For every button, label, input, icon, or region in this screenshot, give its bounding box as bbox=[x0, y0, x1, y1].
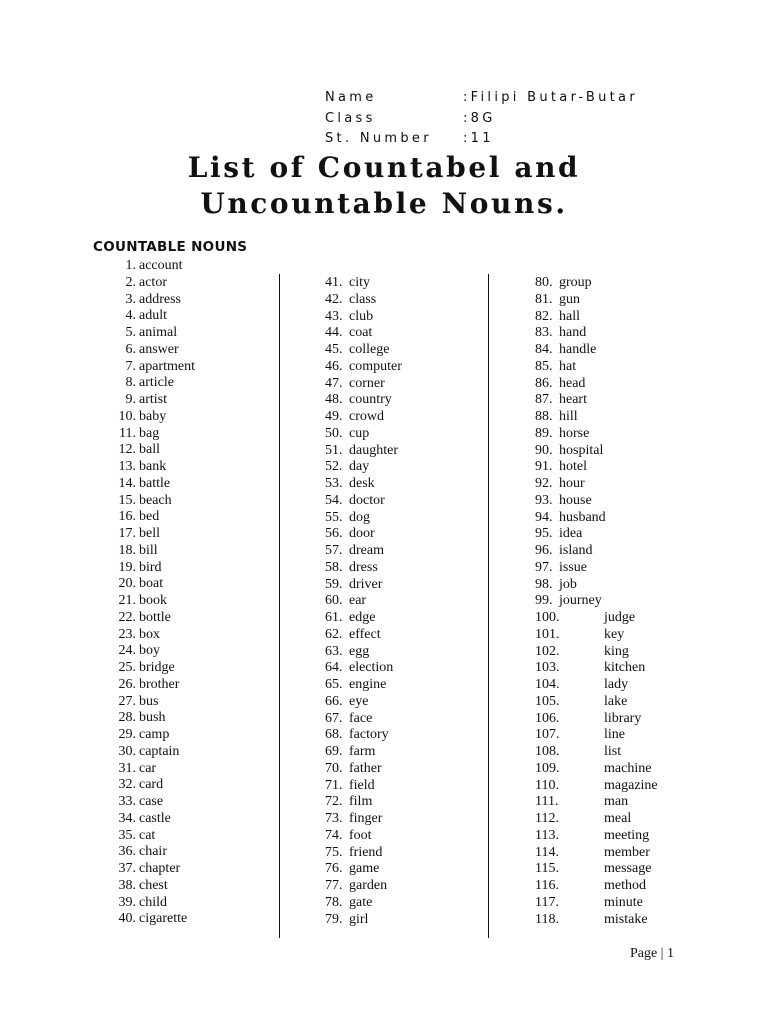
list-item-word: kitchen bbox=[604, 660, 646, 676]
list-item-word: mistake bbox=[604, 911, 648, 927]
list-item-number: 48. bbox=[325, 392, 343, 408]
list-item-word: eye bbox=[349, 693, 369, 709]
list-item-number: 35. bbox=[118, 827, 136, 843]
list-item-number: 22. bbox=[118, 609, 136, 625]
list-item-number: 91. bbox=[535, 459, 553, 475]
list-item-number: 57. bbox=[325, 543, 343, 558]
student-number-label: St. Number bbox=[325, 131, 432, 146]
list-item-word: idea bbox=[559, 526, 583, 542]
list-item-word: cigarette bbox=[139, 911, 188, 927]
list-item-word: game bbox=[349, 861, 380, 877]
list-item-word: bush bbox=[139, 710, 166, 726]
list-item-word: club bbox=[349, 308, 374, 324]
list-item-number: 95. bbox=[535, 526, 553, 542]
list-item-word: bill bbox=[139, 542, 158, 558]
list-item-word: friend bbox=[349, 844, 383, 860]
list-item-word: crowd bbox=[349, 409, 384, 424]
class-value: :8G bbox=[463, 110, 496, 126]
list-item-number: 65. bbox=[325, 677, 343, 692]
list-item-number: 62. bbox=[325, 626, 343, 642]
list-item-number: 24. bbox=[118, 643, 136, 659]
list-item-word: corner bbox=[349, 375, 385, 391]
list-item-number: 17. bbox=[118, 526, 136, 541]
list-item-number: 97. bbox=[535, 559, 553, 575]
list-item-word: city bbox=[349, 275, 370, 290]
list-item-number: 78. bbox=[325, 894, 343, 910]
list-item-word: actor bbox=[139, 274, 167, 290]
list-item-number: 6. bbox=[125, 341, 136, 357]
list-item-word: box bbox=[139, 626, 160, 642]
list-item-number: 16. bbox=[118, 509, 136, 525]
list-item-word: gate bbox=[349, 894, 373, 910]
list-item-number: 40. bbox=[118, 911, 136, 927]
list-item-word: heart bbox=[559, 392, 587, 408]
list-item-word: animal bbox=[139, 325, 178, 340]
list-item-word: lake bbox=[604, 693, 628, 709]
list-item-number: 106. bbox=[535, 710, 560, 726]
list-item-number: 49. bbox=[325, 409, 343, 424]
list-item-number: 36. bbox=[118, 844, 136, 860]
list-item-word: doctor bbox=[349, 492, 385, 508]
list-item-word: case bbox=[139, 794, 164, 809]
list-item-word: library bbox=[604, 710, 642, 726]
list-item-number: 25. bbox=[118, 660, 136, 675]
list-item-word: line bbox=[604, 727, 625, 743]
list-item-word: meal bbox=[604, 811, 632, 826]
list-item-number: 5. bbox=[125, 325, 136, 340]
list-item-number: 98. bbox=[535, 576, 553, 592]
list-item-number: 23. bbox=[118, 626, 136, 642]
list-item-word: day bbox=[349, 459, 370, 475]
class-label: Class bbox=[325, 110, 376, 126]
column-divider bbox=[279, 274, 280, 938]
list-item-word: camp bbox=[139, 727, 170, 742]
list-item-number: 38. bbox=[118, 877, 136, 893]
list-item-word: hand bbox=[559, 325, 587, 341]
list-item-word: bridge bbox=[139, 660, 175, 675]
list-item-word: gun bbox=[559, 291, 580, 307]
list-item-number: 76. bbox=[325, 861, 343, 877]
list-item-number: 58. bbox=[325, 559, 343, 575]
list-item-number: 93. bbox=[535, 492, 553, 508]
list-item-word: door bbox=[349, 526, 375, 542]
list-item-word: bed bbox=[139, 509, 160, 525]
list-item-number: 45. bbox=[325, 342, 343, 357]
list-item-number: 85. bbox=[535, 358, 553, 374]
list-item-word: boat bbox=[139, 576, 164, 592]
name-value: :Filipi Butar-Butar bbox=[463, 90, 638, 105]
list-item-number: 90. bbox=[535, 442, 553, 458]
list-item-word: hall bbox=[559, 308, 580, 324]
list-item-word: bus bbox=[139, 693, 159, 709]
list-item-number: 1. bbox=[125, 258, 136, 273]
list-item-word: bank bbox=[139, 459, 167, 474]
list-item-number: 69. bbox=[325, 744, 343, 759]
list-item-word: handle bbox=[559, 342, 597, 357]
list-item-word: address bbox=[139, 291, 181, 307]
list-item-number: 81. bbox=[535, 291, 553, 307]
list-item-number: 4. bbox=[125, 308, 136, 324]
list-item-word: cat bbox=[139, 827, 156, 843]
list-item-number: 111. bbox=[535, 794, 559, 810]
list-item-word: group bbox=[559, 275, 592, 290]
list-item-word: message bbox=[604, 861, 652, 877]
list-item-number: 39. bbox=[118, 894, 136, 910]
list-item-number: 26. bbox=[118, 676, 136, 692]
list-item-number: 20. bbox=[118, 576, 136, 592]
list-item-word: coat bbox=[349, 325, 373, 341]
list-item-word: brother bbox=[139, 676, 180, 692]
list-item-number: 80. bbox=[535, 275, 553, 290]
list-item-word: face bbox=[349, 710, 373, 726]
list-item-number: 101. bbox=[535, 626, 560, 642]
section-heading: COUNTABLE NOUNS bbox=[93, 239, 248, 255]
list-item-number: 43. bbox=[325, 308, 343, 324]
list-item-number: 110. bbox=[535, 777, 559, 793]
page-number: Page | 1 bbox=[629, 946, 674, 961]
list-item-word: finger bbox=[349, 811, 383, 826]
list-item-number: 3. bbox=[125, 291, 136, 307]
list-item-number: 64. bbox=[325, 660, 343, 676]
list-item-number: 28. bbox=[118, 710, 136, 726]
list-item-word: dog bbox=[349, 509, 370, 525]
list-item-word: job bbox=[559, 576, 577, 592]
list-item-word: dream bbox=[349, 543, 384, 558]
list-item-word: boy bbox=[139, 643, 160, 659]
list-item-number: 68. bbox=[325, 727, 343, 743]
list-item-word: account bbox=[139, 258, 183, 273]
list-item-number: 34. bbox=[118, 810, 136, 826]
list-item-number: 9. bbox=[125, 392, 136, 407]
list-item-number: 117. bbox=[535, 894, 559, 910]
list-item-word: effect bbox=[349, 626, 381, 642]
list-item-number: 72. bbox=[325, 794, 343, 810]
list-item-word: apartment bbox=[139, 358, 195, 374]
list-item-word: card bbox=[139, 777, 164, 793]
list-item-number: 103. bbox=[535, 660, 560, 676]
list-item-number: 108. bbox=[535, 744, 560, 759]
list-item-word: castle bbox=[139, 810, 171, 826]
list-item-number: 71. bbox=[325, 777, 343, 793]
list-item-number: 2. bbox=[125, 274, 136, 290]
list-item-word: captain bbox=[139, 743, 180, 759]
list-item-word: bag bbox=[139, 425, 160, 441]
list-item-word: chair bbox=[139, 844, 167, 860]
list-item-word: member bbox=[604, 844, 650, 860]
list-item-number: 100. bbox=[535, 610, 560, 625]
list-item-word: computer bbox=[349, 358, 402, 374]
list-item-word: husband bbox=[559, 509, 606, 525]
list-item-word: hat bbox=[559, 358, 577, 374]
list-item-number: 61. bbox=[325, 610, 343, 625]
title-line-1: List of Countabel and bbox=[187, 151, 581, 184]
list-item-word: ball bbox=[139, 442, 160, 458]
list-item-number: 86. bbox=[535, 375, 553, 391]
list-item-word: car bbox=[139, 760, 157, 776]
list-item-number: 67. bbox=[325, 710, 343, 726]
list-item-number: 11. bbox=[119, 425, 136, 441]
list-item-number: 109. bbox=[535, 760, 560, 776]
list-item-number: 18. bbox=[118, 542, 136, 558]
list-item-word: article bbox=[139, 375, 174, 391]
list-item-word: child bbox=[139, 894, 167, 910]
list-item-word: driver bbox=[349, 576, 383, 592]
list-item-number: 51. bbox=[325, 442, 343, 458]
list-item-number: 42. bbox=[325, 291, 343, 307]
list-item-number: 13. bbox=[118, 459, 136, 474]
column-divider bbox=[488, 274, 489, 938]
list-item-word: minute bbox=[604, 894, 643, 910]
list-item-word: beach bbox=[139, 492, 172, 508]
list-item-word: hotel bbox=[559, 459, 587, 475]
list-item-word: battle bbox=[139, 475, 171, 491]
list-item-number: 99. bbox=[535, 593, 553, 609]
list-item-word: journey bbox=[559, 593, 602, 609]
list-item-word: girl bbox=[349, 911, 369, 927]
list-item-number: 56. bbox=[325, 526, 343, 542]
list-item-number: 12. bbox=[118, 442, 136, 458]
list-item-number: 84. bbox=[535, 342, 553, 357]
list-item-word: chapter bbox=[139, 861, 181, 876]
list-item-number: 55. bbox=[325, 509, 343, 525]
list-item-number: 52. bbox=[325, 459, 343, 475]
list-item-number: 37. bbox=[118, 861, 136, 876]
list-item-word: film bbox=[349, 794, 373, 810]
list-item-word: chest bbox=[139, 877, 168, 893]
list-item-word: daughter bbox=[349, 442, 398, 458]
list-item-number: 89. bbox=[535, 425, 553, 441]
list-item-word: hill bbox=[559, 409, 578, 424]
list-item-word: foot bbox=[349, 827, 372, 843]
list-item-word: head bbox=[559, 375, 586, 391]
list-item-word: father bbox=[349, 760, 382, 776]
title-line-2: Uncountable Nouns. bbox=[200, 187, 568, 220]
name-label: Name bbox=[325, 90, 377, 105]
list-item-word: garden bbox=[349, 878, 388, 893]
list-item-word: engine bbox=[349, 677, 387, 692]
list-item-word: field bbox=[349, 777, 375, 793]
list-item-number: 104. bbox=[535, 677, 560, 692]
list-item-word: judge bbox=[604, 610, 636, 625]
list-item-word: desk bbox=[349, 476, 375, 491]
list-item-word: hour bbox=[559, 476, 585, 491]
list-item-number: 94. bbox=[535, 509, 553, 525]
list-item-number: 46. bbox=[325, 358, 343, 374]
list-item-word: hospital bbox=[559, 442, 604, 458]
list-item-word: house bbox=[559, 492, 592, 508]
list-item-word: dress bbox=[349, 559, 378, 575]
list-item-word: answer bbox=[139, 341, 179, 357]
list-item-number: 66. bbox=[325, 693, 343, 709]
list-item-number: 10. bbox=[118, 408, 136, 424]
student-number-value: :11 bbox=[463, 131, 494, 146]
list-item-number: 79. bbox=[325, 911, 343, 927]
list-item-word: adult bbox=[139, 308, 167, 324]
list-item-word: cup bbox=[349, 425, 370, 441]
list-item-word: class bbox=[349, 291, 377, 307]
list-item-word: horse bbox=[559, 425, 590, 441]
list-item-number: 41. bbox=[325, 275, 343, 290]
list-item-word: machine bbox=[604, 760, 652, 776]
list-item-number: 14. bbox=[118, 475, 136, 491]
list-item-number: 116. bbox=[535, 878, 559, 893]
list-item-number: 83. bbox=[535, 325, 553, 341]
list-item-number: 96. bbox=[535, 543, 553, 558]
list-item-number: 88. bbox=[535, 409, 553, 424]
list-item-number: 32. bbox=[118, 777, 136, 793]
list-item-word: ear bbox=[349, 593, 367, 609]
list-item-word: factory bbox=[349, 727, 389, 743]
list-item-word: egg bbox=[349, 643, 370, 659]
list-item-number: 63. bbox=[325, 643, 343, 659]
list-item-number: 27. bbox=[118, 693, 136, 709]
list-item-number: 7. bbox=[125, 358, 136, 374]
page-title bbox=[0, 150, 768, 222]
list-item-number: 107. bbox=[535, 727, 560, 743]
list-item-word: artist bbox=[139, 392, 167, 407]
list-item-word: issue bbox=[559, 559, 587, 575]
list-item-number: 60. bbox=[325, 593, 343, 609]
list-item-number: 102. bbox=[535, 643, 560, 659]
list-item-number: 113. bbox=[535, 827, 559, 843]
list-item-number: 82. bbox=[535, 308, 553, 324]
list-item-word: magazine bbox=[604, 777, 658, 793]
list-item-number: 47. bbox=[325, 375, 343, 391]
list-item-number: 50. bbox=[325, 425, 343, 441]
list-item-word: king bbox=[604, 643, 629, 659]
list-item-number: 30. bbox=[118, 743, 136, 759]
list-item-number: 92. bbox=[535, 476, 553, 491]
list-item-word: farm bbox=[349, 744, 376, 759]
list-item-word: college bbox=[349, 342, 390, 357]
list-item-number: 75. bbox=[325, 844, 343, 860]
list-item-number: 77. bbox=[325, 878, 343, 893]
list-item-word: meeting bbox=[604, 827, 650, 843]
list-item-word: key bbox=[604, 626, 625, 642]
list-item-word: list bbox=[604, 744, 622, 759]
list-item-number: 19. bbox=[118, 559, 136, 575]
list-item-number: 53. bbox=[325, 476, 343, 491]
list-item-number: 21. bbox=[118, 593, 136, 608]
list-item-number: 87. bbox=[535, 392, 553, 408]
list-item-number: 15. bbox=[118, 492, 136, 508]
list-item-number: 8. bbox=[125, 375, 136, 391]
list-item-number: 54. bbox=[325, 492, 343, 508]
list-item-word: lady bbox=[604, 677, 629, 692]
list-item-number: 70. bbox=[325, 760, 343, 776]
list-item-number: 73. bbox=[325, 811, 343, 826]
list-item-number: 105. bbox=[535, 693, 560, 709]
list-item-number: 115. bbox=[535, 861, 559, 877]
list-item-word: baby bbox=[139, 408, 167, 424]
list-item-word: method bbox=[604, 878, 646, 893]
list-item-number: 59. bbox=[325, 576, 343, 592]
list-item-number: 29. bbox=[118, 727, 136, 742]
list-item-number: 114. bbox=[535, 844, 559, 860]
list-item-word: book bbox=[139, 593, 167, 608]
list-item-word: bottle bbox=[139, 609, 171, 625]
list-item-number: 31. bbox=[118, 760, 136, 776]
list-item-word: bell bbox=[139, 526, 160, 541]
list-item-number: 118. bbox=[535, 911, 559, 927]
list-item-number: 112. bbox=[535, 811, 559, 826]
list-item-word: edge bbox=[349, 610, 376, 625]
list-item-word: country bbox=[349, 392, 392, 408]
list-item-word: island bbox=[559, 543, 593, 558]
list-item-number: 33. bbox=[118, 794, 136, 809]
list-item-number: 74. bbox=[325, 827, 343, 843]
list-item-word: election bbox=[349, 660, 394, 676]
list-item-number: 44. bbox=[325, 325, 343, 341]
list-item-word: man bbox=[604, 794, 629, 810]
list-item-word: bird bbox=[139, 559, 162, 575]
